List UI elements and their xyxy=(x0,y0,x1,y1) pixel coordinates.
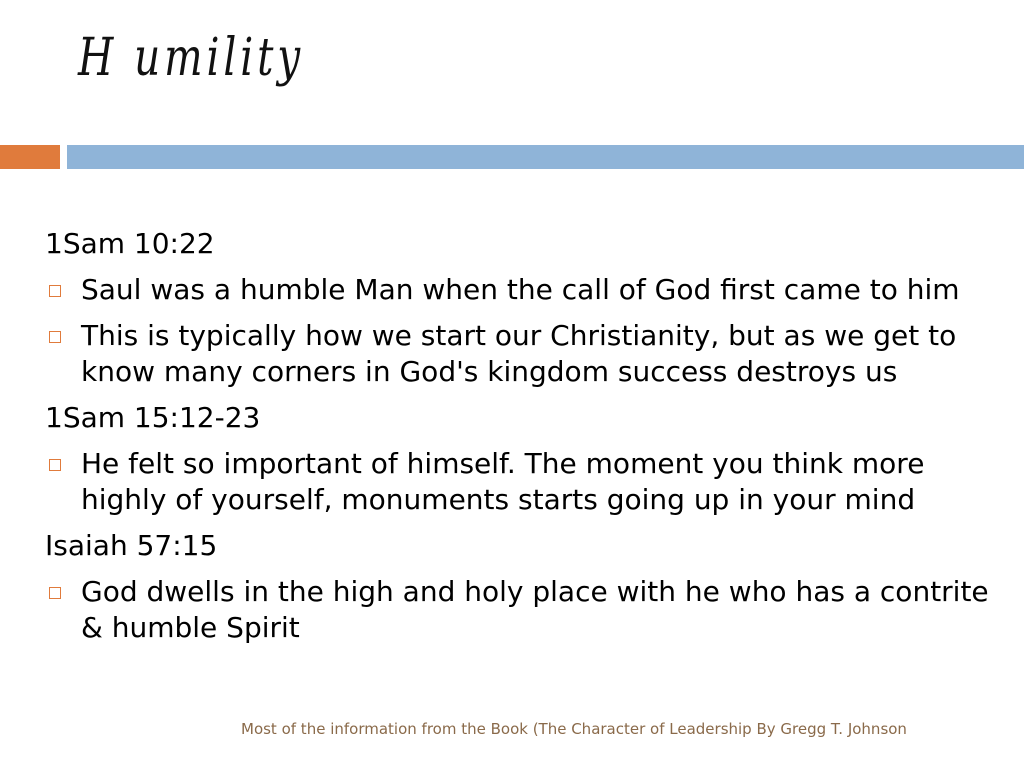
bullet-item xyxy=(45,318,1005,390)
scripture-reference: 1Sam 15:12-23 xyxy=(45,401,261,434)
bullet-text: This is typically how we start our Christianity, but as we get to know many corners in God's kingdom success destroys us xyxy=(81,319,957,388)
scripture-reference: Isaiah 57:15 xyxy=(45,529,218,562)
title-divider-bar xyxy=(67,145,1024,169)
title-accent-bar xyxy=(0,145,60,169)
square-bullet-icon xyxy=(49,285,61,297)
slide-title: H umility xyxy=(78,28,305,88)
bullet-item xyxy=(45,574,1005,646)
square-bullet-icon xyxy=(49,459,61,471)
bullet-text: Saul was a humble Man when the call of God first came to him xyxy=(81,273,960,306)
bullet-item xyxy=(45,446,1005,518)
scripture-reference: 1Sam 10:22 xyxy=(45,227,215,260)
bullet-item xyxy=(45,272,1005,308)
bullet-text: He felt so important of himself. The moment you think more highly of yourself, monuments starts going up in your mind xyxy=(81,447,925,516)
slide-body xyxy=(45,226,1005,656)
square-bullet-icon xyxy=(49,587,61,599)
bullet-text: God dwells in the high and holy place with he who has a contrite & humble Spirit xyxy=(81,575,989,644)
square-bullet-icon xyxy=(49,331,61,343)
slide-footer: Most of the information from the Book (The Character of Leadership By Gregg T. Johnson xyxy=(241,720,907,738)
